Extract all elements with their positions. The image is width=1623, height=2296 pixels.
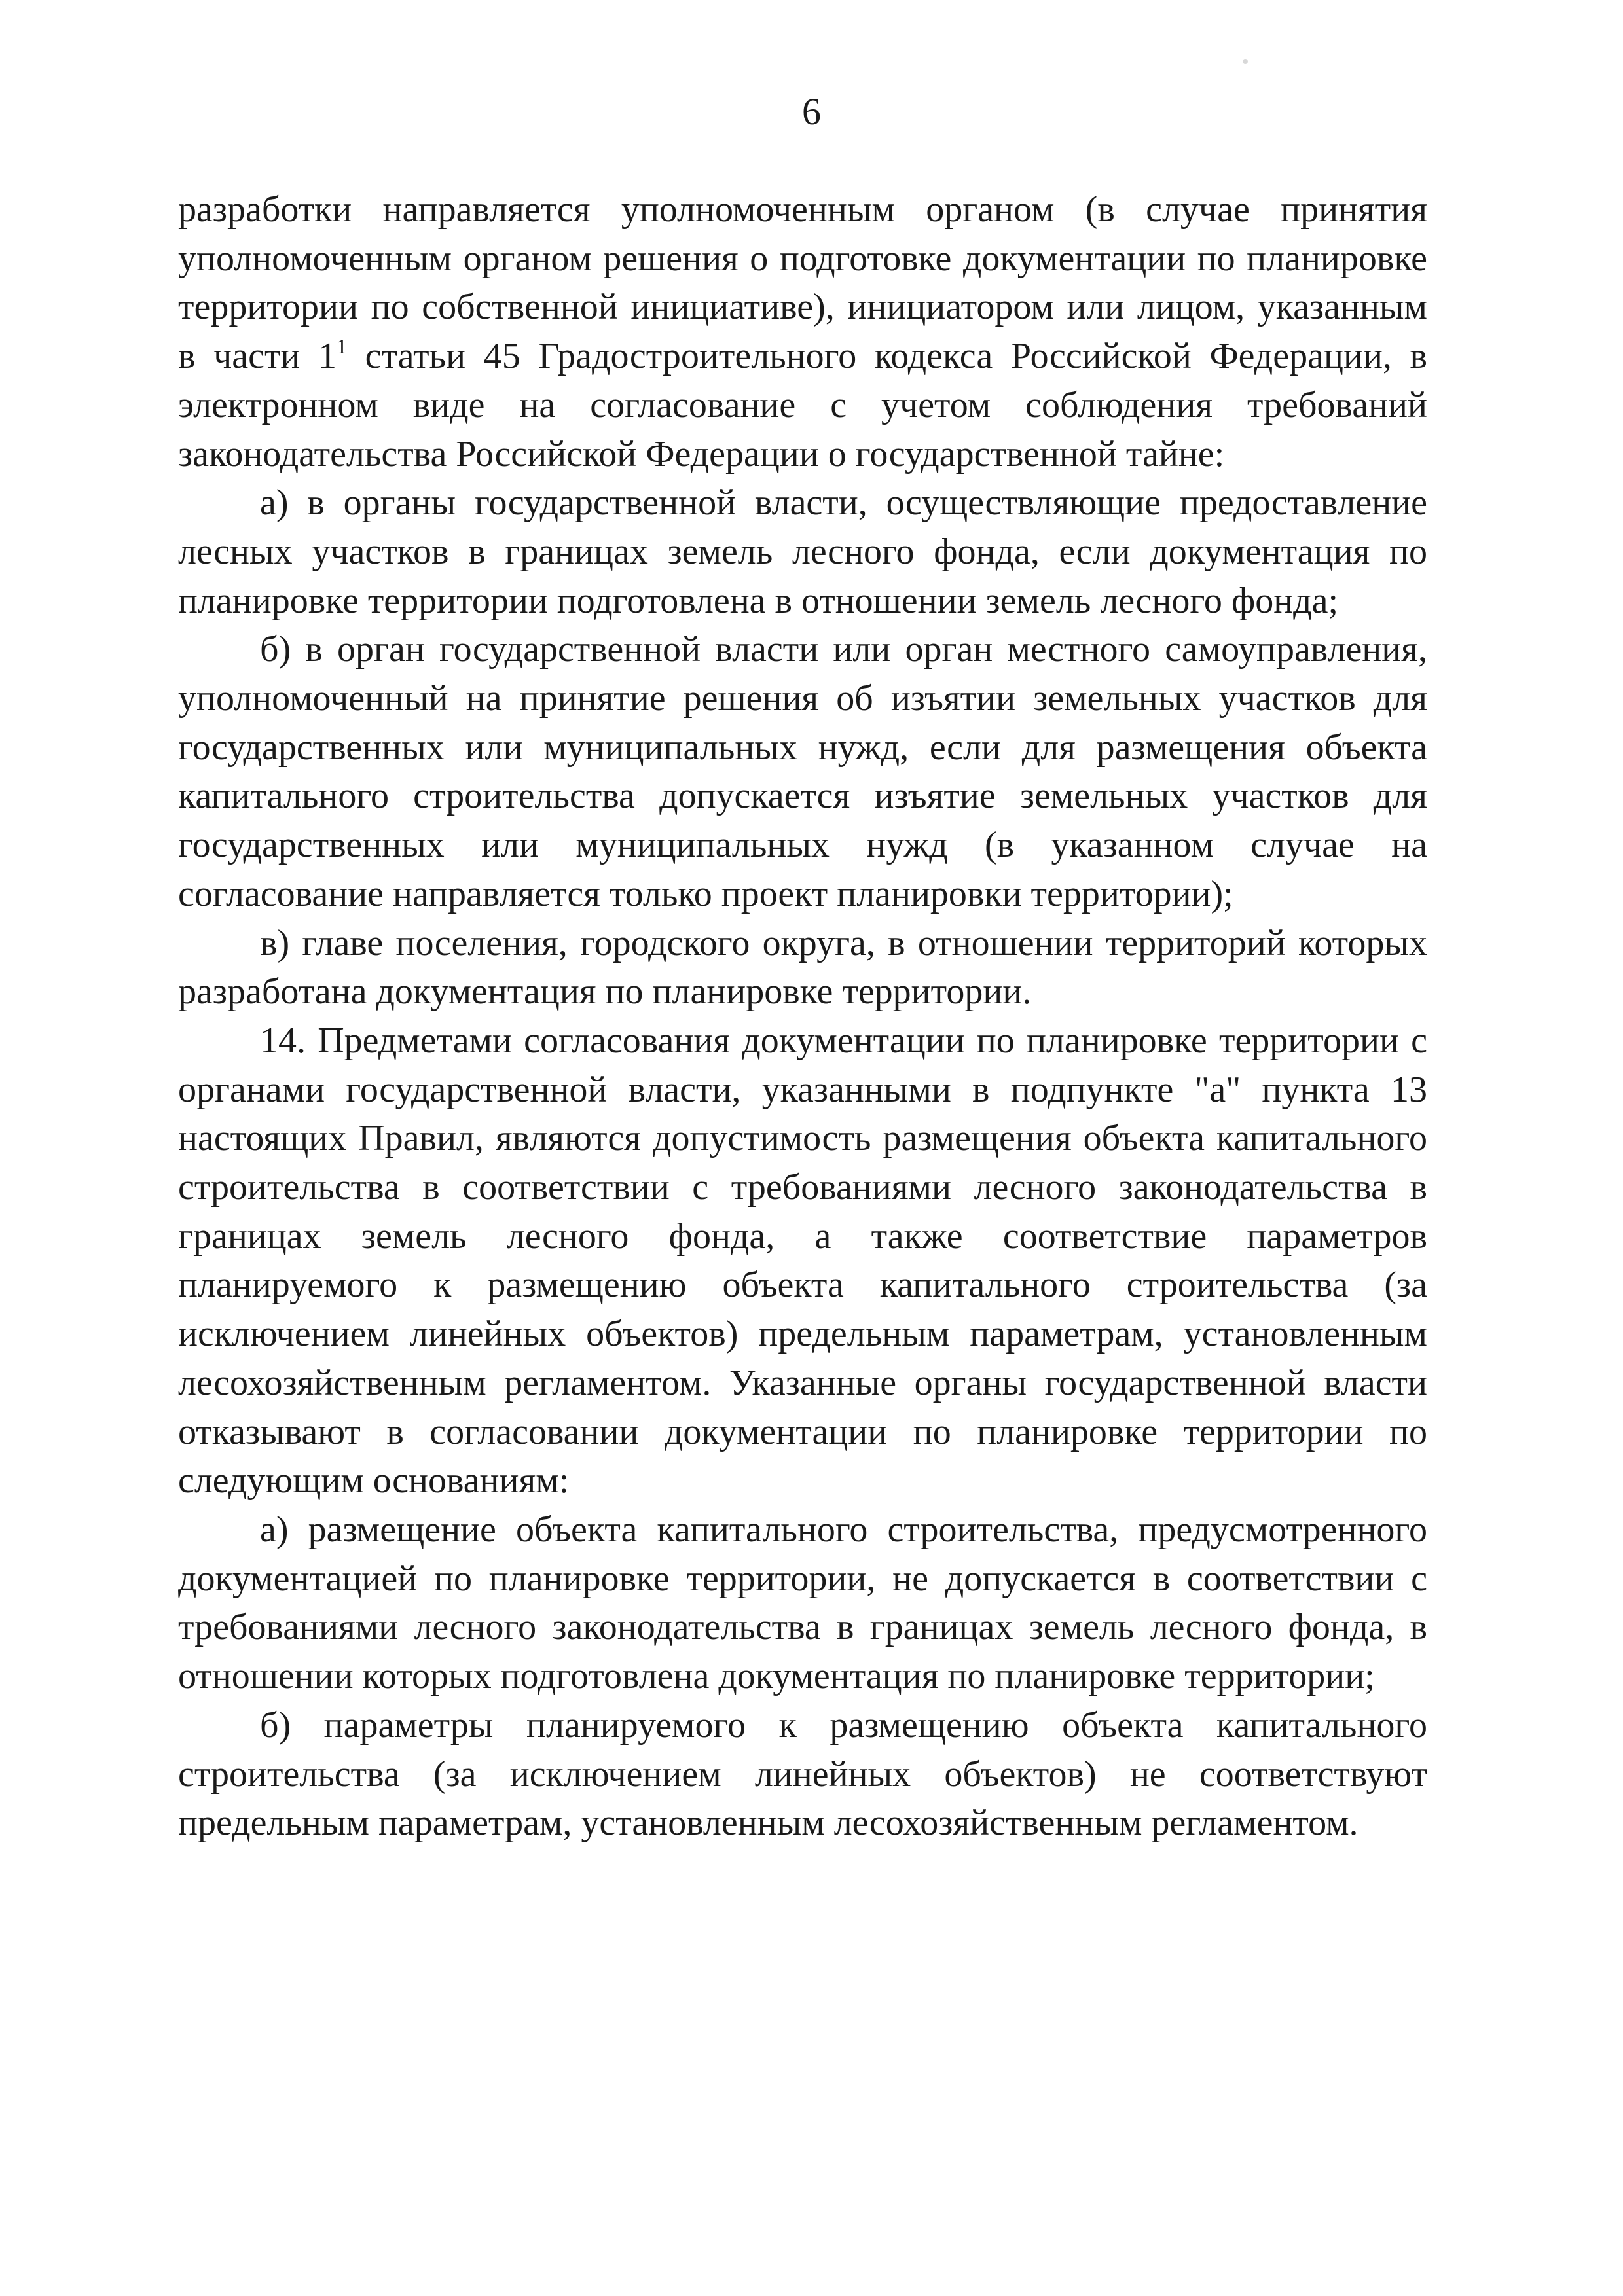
scan-artifact	[1243, 59, 1248, 64]
paragraph-reason-a: а) размещение объекта капитального строительства, предусмотренного документацией по планировке территории, не допускается в соответствии с требованиями лесного законодательства в границах земель лесного фонда, в отношении которых подготовлена документация по планировке территории;	[178, 1509, 1427, 1697]
paragraph-intro	[178, 185, 1427, 478]
paragraph-item-a: а) в органы государственной власти, осуществляющие предоставление лесных участков в границах земель лесного фонда, если документация по планировке территории подготовлена в отношении земель лесного фонда;	[178, 482, 1427, 621]
intro-superscript: 1	[337, 334, 348, 359]
paragraph-item-b: б) в орган государственной власти или орган местного самоуправления, уполномоченный на принятие решения об изъятии земельных участков для государственных или муниципальных нужд, если для размещения объекта капитального строительства допускается изъятие земельных участков для государственных или муниципальных нужд (в указанном случае на согласование направляется только проект планировки территории);	[178, 629, 1427, 914]
paragraph-item-v: в) главе поселения, городского округа, в отношении территорий которых разработана документация по планировке территории.	[178, 922, 1427, 1013]
document-body	[178, 185, 1427, 1848]
paragraph-section-14: 14. Предметами согласования документации по планировке территории с органами государственной власти, указанными в подпункте "а" пункта 13 настоящих Правил, являются допустимость размещения объекта капитального строительства в соответствии с требованиями лесного законодательства в границах земель лесного фонда, а также соответствие параметров планируемого к размещению объекта капитального строительства (за исключением линейных объектов) предельным параметрам, установленным лесохозяйственным регламентом. Указанные органы государственной власти отказывают в согласовании документации по планировке территории по следующим основаниям:	[178, 1020, 1427, 1501]
intro-text-part-1: разработки направляется уполномоченным органом (в случае принятия уполномоченным органом решения о подготовке документации по планировке территории по собственной инициативе), инициатором или лицом, указанным в части 1	[178, 189, 1427, 377]
intro-text-part-2: статьи 45 Градостроительного кодекса Российской Федерации, в электронном виде на согласование с учетом соблюдения требований законодательства Российской Федерации о государственной тайне:	[178, 336, 1427, 475]
page-number: 6	[802, 90, 821, 133]
paragraph-reason-b: б) параметры планируемого к размещению объекта капитального строительства (за исключением линейных объектов) не соответствуют предельным параметрам, установленным лесохозяйственным регламентом.	[178, 1704, 1427, 1844]
